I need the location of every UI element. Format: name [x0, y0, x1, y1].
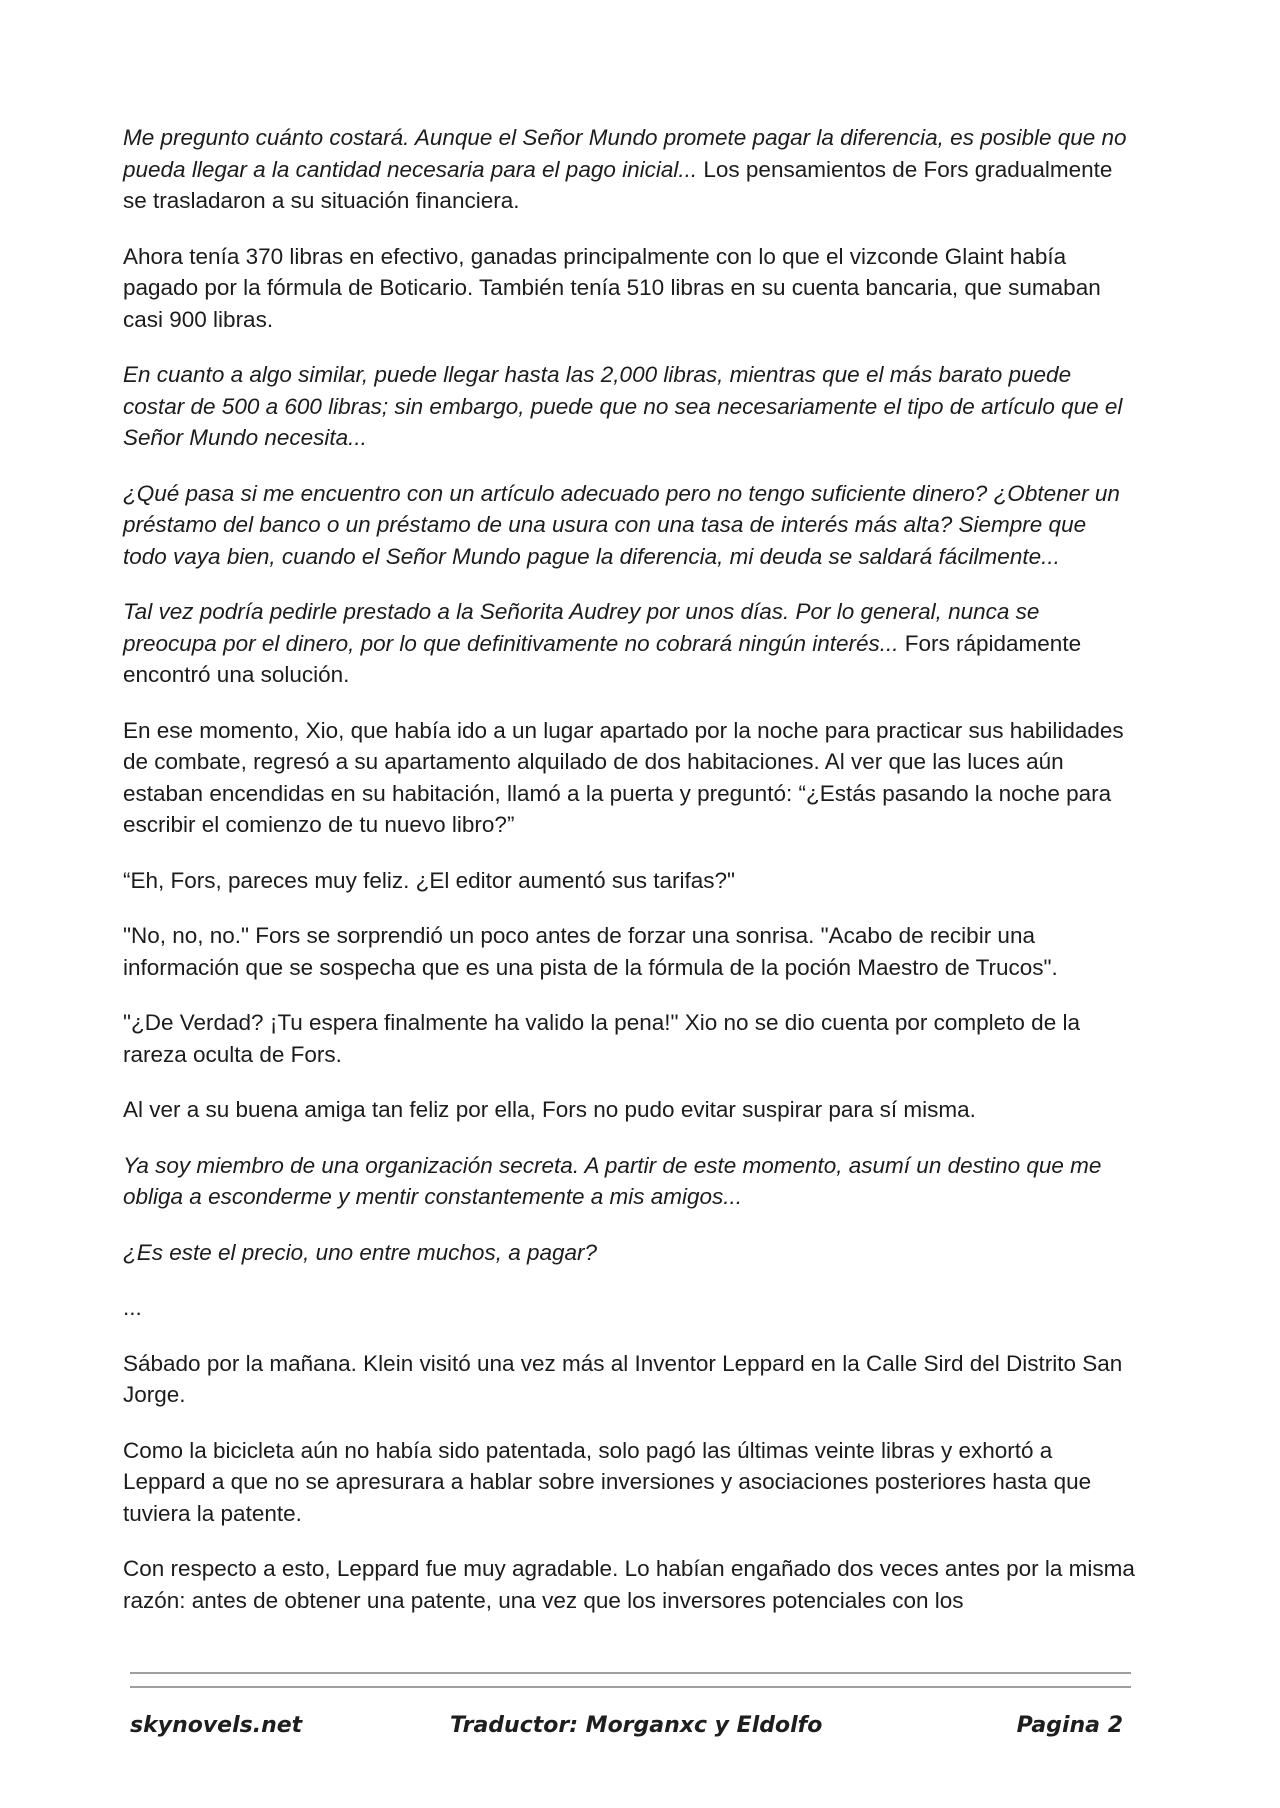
- paragraph: [123, 920, 1135, 983]
- paragraph-text: Los pensamientos de Fors gradualmente se trasladaron a su situación financiera.: [123, 156, 1113, 213]
- paragraph-text: "No, no, no." Fors se sorprendió un poco antes de forzar una sonrisa. "Acabo de recibir una información que se sospecha que es una pista de la fórmula de la poción Maestro de Trucos".: [123, 923, 1058, 980]
- paragraph: [123, 122, 1135, 217]
- paragraph-text: Sábado por la mañana. Klein visitó una vez más al Inventor Leppard en la Calle Sird del Distrito San Jorge.: [123, 1350, 1123, 1407]
- paragraph-text: Como la bicicleta aún no había sido patentada, solo pagó las últimas veinte libras y exhortó a Leppard a que no se apresurara a hablar sobre inversiones y asociaciones posteriores hasta que tuviera la patente.: [123, 1437, 1092, 1526]
- paragraph: [123, 1348, 1135, 1411]
- paragraph-italic-text: ¿Es este el precio, uno entre muchos, a pagar?: [123, 1239, 598, 1265]
- paragraph-text: Con respecto a esto, Leppard fue muy agradable. Lo habían engañado dos veces antes por la misma razón: antes de obtener una patente, una vez que los inversores potenciales con los: [123, 1556, 1135, 1613]
- paragraph: [123, 715, 1135, 841]
- paragraph: [123, 1292, 1135, 1324]
- footer-site: skynovels.net: [130, 1713, 303, 1738]
- paragraph-text: En ese momento, Xio, que había ido a un lugar apartado por la noche para practicar sus habilidades de combate, regresó a su apartamento alquilado de dos habitaciones. Al ver que las luces aún estaban encendidas en su habitación, llamó a la puerta y preguntó: “¿Estás pasando la noche para escribir el comienzo de tu nuevo libro?”: [123, 717, 1124, 837]
- paragraph: [123, 1237, 1135, 1269]
- paragraph: [123, 1007, 1135, 1070]
- paragraph-italic-text: Me pregunto cuánto costará. Aunque el Señor Mundo promete pagar la diferencia, es posible que no pueda llegar a la cantidad necesaria para el pago inicial...: [123, 125, 1127, 182]
- paragraph-italic-text: Tal vez podría pedirle prestado a la Señorita Audrey por unos días. Por lo general, nunca se preocupa por el dinero, por lo que definitivamente no cobrará ningún interés...: [123, 599, 1040, 656]
- paragraph-text: "¿De Verdad? ¡Tu espera finalmente ha valido la pena!" Xio no se dio cuenta por completo de la rareza oculta de Fors.: [123, 1010, 1080, 1067]
- paragraph: [123, 1150, 1135, 1213]
- paragraph: [123, 241, 1135, 336]
- footer-divider-top: [130, 1672, 1131, 1674]
- body-text: [123, 122, 1135, 1640]
- footer-translator: Traductor: Morganxc y Eldolfo: [450, 1713, 823, 1738]
- paragraph-text: ...: [123, 1295, 142, 1320]
- paragraph: [123, 359, 1135, 454]
- paragraph-text: Fors rápidamente encontró una solución.: [123, 630, 1082, 687]
- page-footer: [130, 1713, 1131, 1753]
- paragraph-italic-text: En cuanto a algo similar, puede llegar hasta las 2,000 libras, mientras que el más barato puede costar de 500 a 600 libras; sin embargo, puede que no sea necesariamente el tipo de artículo que el Señor Mundo necesita...: [123, 362, 1123, 450]
- paragraph-text: “Eh, Fors, pareces muy feliz. ¿El editor aumentó sus tarifas?": [123, 867, 735, 893]
- paragraph-text: Al ver a su buena amiga tan feliz por ella, Fors no pudo evitar suspirar para sí misma.: [123, 1097, 976, 1122]
- footer-divider-bottom: [130, 1686, 1131, 1688]
- paragraph-text: Ahora tenía 370 libras en efectivo, ganadas principalmente con lo que el vizconde Glaint había pagado por la fórmula de Boticario. También tenía 510 libras en su cuenta bancaria, que sumaban casi 900 libras.: [123, 243, 1101, 332]
- paragraph-italic-text: ¿Qué pasa si me encuentro con un artículo adecuado pero no tengo suficiente dinero? ¿Obtener un préstamo del banco o un préstamo de una usura con una tasa de interés más alta? Siempre que todo vaya bien, cuando el Señor Mundo pague la diferencia, mi deuda se saldará fácilmente...: [123, 480, 1120, 569]
- paragraph: [123, 1553, 1135, 1616]
- paragraph-italic-text: Ya soy miembro de una organización secreta. A partir de este momento, asumí un destino que me obliga a esconderme y mentir constantemente a mis amigos...: [123, 1152, 1102, 1209]
- paragraph: [123, 478, 1135, 573]
- footer-page-number: Pagina 2: [1016, 1713, 1123, 1738]
- paragraph: [123, 1435, 1135, 1530]
- paragraph: [123, 596, 1135, 691]
- paragraph: [123, 865, 1135, 897]
- paragraph: [123, 1094, 1135, 1126]
